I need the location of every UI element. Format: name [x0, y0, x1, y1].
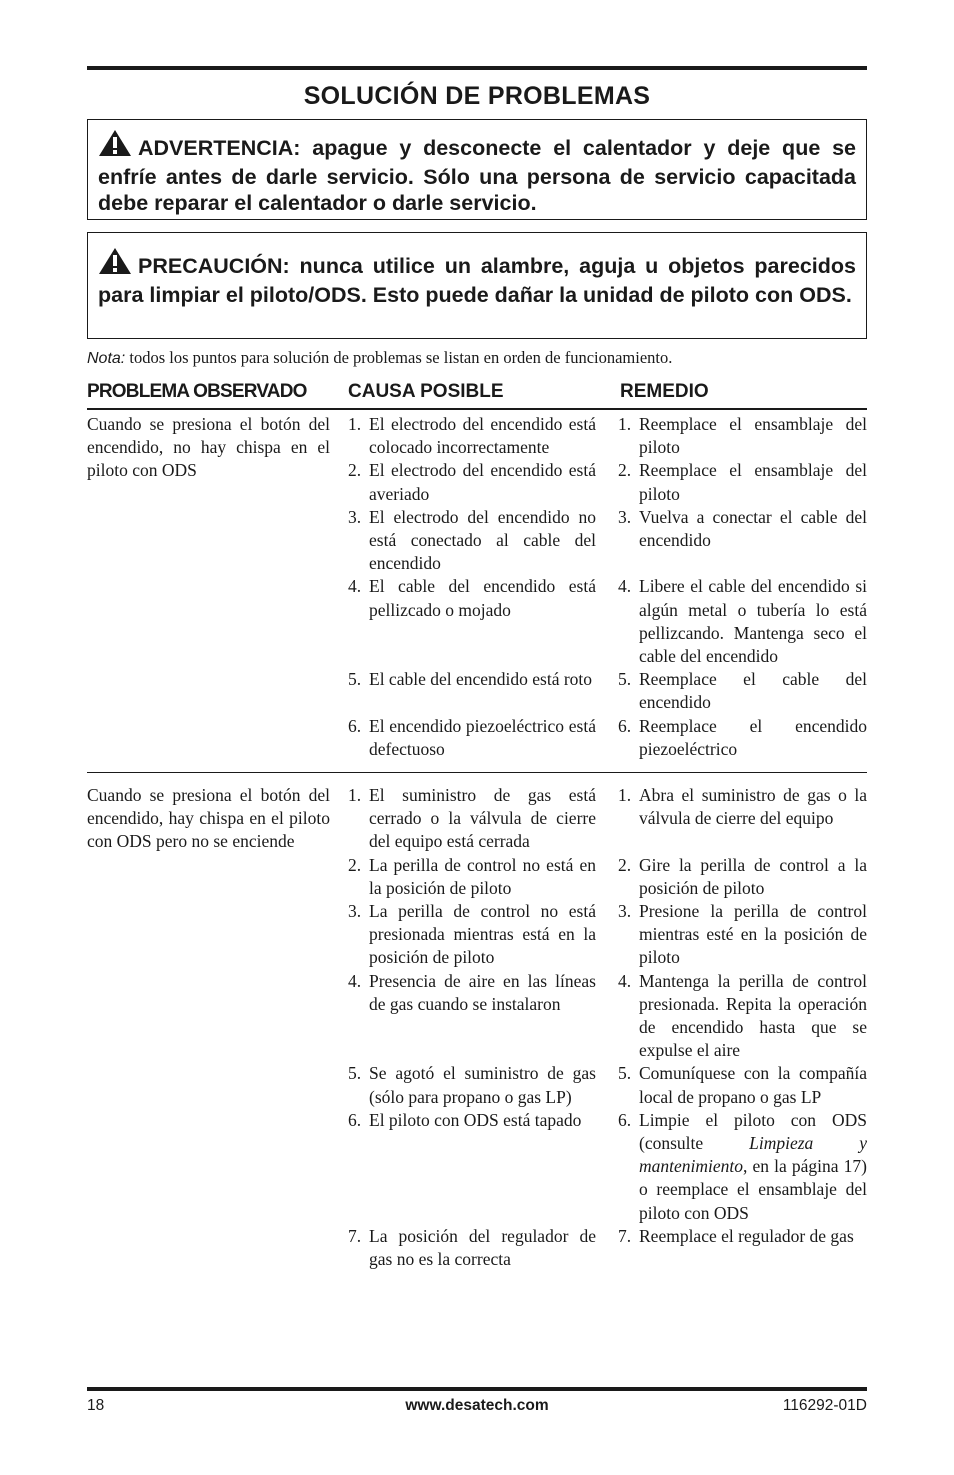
cause-text: Presencia de aire en las líneas de gas cuando se instalaron [369, 970, 596, 1014]
section-spark-no-light [87, 784, 867, 1271]
table-row: 2. La perilla de control no está en la posición de piloto 2. Gire la perilla de control a la posición de piloto [87, 854, 867, 900]
cause-text: La posición del regulador de gas no es la correcta [369, 1225, 596, 1270]
cause-text: El cable del encendido está roto [369, 669, 593, 690]
table-row: 5. Se agotó el suministro de gas (sólo para propano o gas LP) 5. Comuníquese con la compañía local de propano o gas LP [87, 1062, 867, 1108]
table-row: 1. El suministro de gas está cerrado o la válvula de cierre del equipo está cerrada 1. Abra el suministro de gas o la válvula de cierre del equipo [87, 784, 867, 854]
warning-text: ADVERTENCIA: apague y desconecte el calentador y deje que se enfríe antes de darle servicio. Sólo una persona de servicio capacitada debe reparar el calentador o darle servicio. [98, 136, 856, 215]
column-header-problem: PROBLEMA OBSERVADO [87, 381, 307, 402]
remedy-text: Libere el cable del encendido si algún metal o tubería lo está pellizcando. Mantenga seco el cable del encendido [639, 576, 867, 667]
warning-triangle-icon [98, 247, 132, 282]
remedy-text: Limpie el piloto con ODS (consulte Limpieza y mantenimiento, en la página 17) o reemplace el ensamblaje del piloto con ODS [639, 1109, 867, 1223]
table-row: 5. El cable del encendido está roto 5. Reemplace el cable del encendido [87, 668, 867, 714]
note [87, 347, 867, 370]
section-divider [87, 772, 867, 773]
cause-text: La perilla de control no está presionada mientras está en la posición de piloto [369, 901, 596, 968]
remedy-text: Reemplace el ensamblaje del piloto [639, 414, 867, 458]
remedy-reference: Limpieza y mantenimiento [639, 1133, 867, 1177]
website-link: www.desatech.com [405, 1397, 549, 1414]
table-row: 1. El electrodo del encendido está colocado incorrectamente 1. Reemplace el ensamblaje del piloto [87, 413, 867, 459]
remedy-text: Comuníquese con la compañía local de propano o gas LP [639, 1063, 867, 1107]
page-title: SOLUCIÓN DE PROBLEMAS [303, 82, 651, 110]
cause-text: El piloto con ODS está tapado [369, 1109, 582, 1130]
warning-box [87, 119, 867, 220]
cause-text: El suministro de gas está cerrado o la válvula de cierre del equipo está cerrada [369, 785, 596, 852]
document-number: 116292-01D [782, 1397, 867, 1414]
table-row: 2. El electrodo del encendido está averiado 2. Reemplace el ensamblaje del piloto [87, 459, 867, 505]
remedy-text: Reemplace el encendido piezoeléctrico [639, 715, 867, 759]
cause-text: El encendido piezoeléctrico está defectuoso [369, 715, 596, 759]
cause-text: El electrodo del encendido no está conectado al cable del encendido [369, 506, 596, 574]
remedy-text: Vuelva a conectar el cable del encendido [639, 506, 867, 551]
column-header-cause: CAUSA POSIBLE [348, 381, 504, 402]
table-row: 4. Presencia de aire en las líneas de gas cuando se instalaron 4. Mantenga la perilla de control presionada. Repita la operación de encendido hasta que se expulse el aire [87, 970, 867, 1063]
remedy-text: Reemplace el ensamblaje del piloto [639, 460, 867, 504]
footer-rule [87, 1387, 867, 1391]
note-label: Nota: [87, 350, 126, 367]
cause-text: El electrodo del encendido está colocado incorrectamente [369, 414, 596, 458]
top-rule [87, 66, 867, 70]
caution-box [87, 232, 867, 339]
cause-text: El electrodo del encendido está averiado [369, 460, 596, 504]
remedy-text: Reemplace el cable del encendido [639, 669, 867, 713]
table-row: 7. La posición del regulador de gas no es la correcta 7. Reemplace el regulador de gas [87, 1225, 867, 1271]
table-row: 6. El encendido piezoeléctrico está defectuoso 6. Reemplace el encendido piezoeléctrico [87, 715, 867, 761]
section-no-spark [87, 413, 867, 761]
remedy-text: Presione la perilla de control mientras esté en la posición de piloto [639, 901, 867, 968]
column-header-remedy: REMEDIO [620, 381, 709, 402]
table-row: 4. El cable del encendido está pellizcado o mojado 4. Libere el cable del encendido si algún metal o tubería lo está pellizcando. Mantenga seco el cable del encendido [87, 575, 867, 668]
header-rule [87, 408, 867, 410]
table-row: 6. El piloto con ODS está tapado 6. Limpie el piloto con ODS (consulte Limpieza y mantenimiento, en la página 17) o reemplace el ensamblaje del piloto con ODS [87, 1109, 867, 1225]
cause-text: Se agotó el suministro de gas (sólo para propano o gas LP) [369, 1063, 596, 1107]
table-row: 3. La perilla de control no está presionada mientras está en la posición de piloto 3. Presione la perilla de control mientras esté en la posición de piloto [87, 900, 867, 970]
table-row: 3. El electrodo del encendido no está conectado al cable del encendido 3. Vuelva a conectar el cable del encendido [87, 506, 867, 576]
problem-text: Cuando se presiona el botón del encendido, no hay chispa en el piloto con ODS [87, 414, 330, 481]
remedy-text: Reemplace el regulador de gas [639, 1225, 854, 1246]
remedy-text: Mantenga la perilla de control presionada. Repita la operación de encendido hasta que se expulse el aire [639, 970, 867, 1061]
caution-text: PRECAUCIÓN: nunca utilice un alambre, aguja u objetos parecidos para limpiar el piloto/ODS. Esto puede dañar la unidad de piloto con ODS. [98, 254, 856, 307]
cause-text: La perilla de control no está en la posición de piloto [369, 854, 596, 898]
warning-triangle-icon [98, 129, 132, 164]
cause-text: El cable del encendido está pellizcado o mojado [369, 576, 596, 620]
problem-text: Cuando se presiona el botón del encendido, hay chispa en el piloto con ODS pero no se enciende [87, 785, 330, 852]
remedy-text: Abra el suministro de gas o la válvula de cierre del equipo [639, 785, 867, 829]
note-text: todos los puntos para solución de problemas se listan en orden de funcionamiento. [129, 348, 673, 367]
page-number: 18 [87, 1397, 105, 1414]
remedy-text: Gire la perilla de control a la posición de piloto [639, 854, 867, 898]
